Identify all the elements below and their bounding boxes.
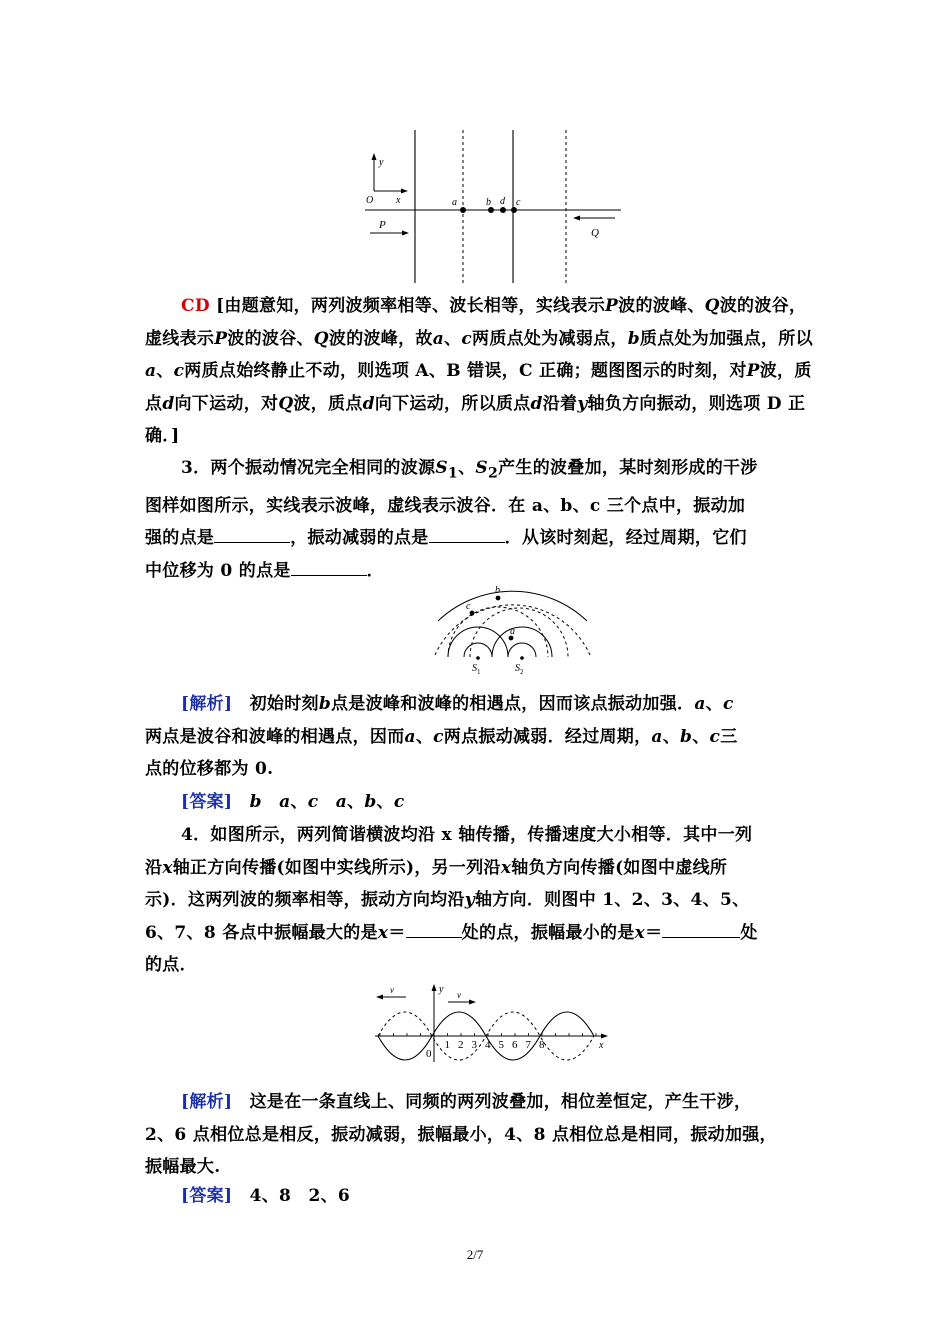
q3a-var-c: c	[722, 694, 734, 714]
q3a-var-b: b	[318, 694, 331, 714]
interference-figure	[430, 583, 595, 678]
answer-blank[interactable]	[291, 555, 367, 576]
s-letter: S	[472, 663, 477, 674]
ans-c: c	[307, 792, 319, 812]
point-d	[500, 207, 506, 213]
s-letter: S	[515, 663, 520, 674]
q3-question	[145, 452, 813, 587]
q3a-text: 点是波峰和波峰的相遇点，因而该点振动加强．	[331, 694, 695, 714]
q4-text: 6、7、8 各点中振幅最大的是	[145, 922, 378, 943]
q2-var-d: d	[530, 393, 543, 414]
q2-text: 波的波谷、	[227, 328, 314, 349]
q2-var-q: Q	[313, 328, 329, 349]
q3-text: ．从该时刻起，经过周期，它们	[504, 528, 747, 549]
answer-blank[interactable]	[429, 522, 505, 543]
q3-text: 中位移为 0 的点是	[145, 560, 291, 581]
q4-var-x: x	[634, 922, 646, 943]
q4-text: 4．如图所示，两列简谐横波均沿 x 轴传播，传播速度大小相等．其中一列	[181, 825, 753, 845]
q4-var-x: x	[377, 922, 389, 943]
q4-eq: ＝	[388, 922, 406, 943]
q4a-text: 振幅最大.	[145, 1157, 221, 1177]
q2-var-b: b	[627, 328, 640, 349]
q4a-text: 这是在一条直线上、同频的两列波叠加，相位差恒定，产生干涉，	[249, 1092, 752, 1112]
q4-text: 轴负方向传播(如图中虚线所	[511, 857, 728, 878]
q4a-text: 2、6 点相位总是相反，振动减弱，振幅最小，4、8 点相位总是相同，振动加强，	[145, 1124, 777, 1145]
x-axis-label: x	[599, 1040, 604, 1051]
q3-text: 产生的波叠加，某时刻形成的干涉	[498, 458, 758, 478]
q3a-sep: 、	[662, 726, 681, 747]
analysis-tag: [解析]	[181, 1092, 233, 1112]
q4-text: 沿	[145, 857, 163, 878]
q3a-text: 初始时刻	[249, 694, 319, 714]
x-tick-label: 7	[525, 1039, 531, 1051]
s-sub: 1	[477, 668, 481, 676]
q3a-text: 点的位移都为 0.	[145, 759, 274, 779]
velocity-label-left: v	[390, 985, 394, 995]
x-tick-label: 4	[485, 1039, 491, 1051]
q2-var-q: Q	[278, 393, 294, 414]
answer-choice: CD	[181, 296, 210, 316]
x-axis-label: x	[396, 195, 401, 206]
origin-label: 0	[426, 1048, 432, 1060]
two-wave-figure	[370, 980, 615, 1065]
s-sub: 2	[520, 668, 524, 676]
x-tick-label: 6	[512, 1039, 518, 1051]
origin-label: O	[366, 195, 374, 206]
q2-text: 波，质点	[145, 361, 812, 414]
answer-tag: [答案]	[181, 1186, 233, 1206]
source-s2	[520, 656, 524, 660]
q2-sep: 、	[444, 328, 462, 349]
x-tick-label: 8	[539, 1039, 545, 1051]
ans-sep: 、	[290, 792, 308, 812]
point-label-b: b	[486, 197, 491, 208]
ans-a: a	[335, 792, 348, 812]
q3-var-s: S	[475, 458, 488, 478]
q3a-sep: 、	[415, 726, 434, 747]
q4-answer-text: 4、8 2、6	[249, 1186, 351, 1206]
q3-sep: 、	[458, 458, 476, 478]
q3-text: ，振动减弱的点是	[290, 528, 429, 549]
q3-text: 强的点是	[145, 528, 215, 549]
q2-text: 两质点始终静止不动，则选项 A、B 错误，C 正确；	[184, 361, 591, 381]
q3a-var-c: c	[433, 726, 444, 747]
y-axis-label: y	[379, 157, 384, 168]
velocity-label-right: v	[457, 990, 461, 1000]
q3a-sep: 、	[692, 726, 710, 747]
q2-var-a: a	[432, 328, 445, 349]
q4-text: 的点．	[145, 955, 197, 975]
ans-b: b	[364, 792, 377, 812]
q3-text: ．	[366, 560, 384, 581]
q3a-var-a: a	[651, 726, 663, 747]
q3a-var-a: a	[694, 694, 706, 714]
q4-text: 轴方向．则图中 1、2、3、4、5、	[474, 890, 750, 910]
q4-eq: ＝	[645, 922, 663, 943]
q3-answer	[145, 786, 813, 819]
q2-text: 质点处为加强点，所以	[639, 328, 813, 349]
q3a-text: 两点振动减弱．经过周期，	[443, 726, 652, 747]
q3a-text: 三	[720, 726, 738, 747]
y-axis-label: y	[439, 984, 444, 995]
wave-q-label: Q	[591, 227, 599, 239]
q3-var-s: S	[435, 458, 448, 478]
q3a-var-b: b	[680, 726, 693, 747]
q2-var-y: y	[577, 393, 588, 414]
analysis-tag: [解析]	[181, 694, 233, 714]
point-b	[496, 596, 501, 601]
q2-var-d: d	[162, 393, 175, 414]
q4-analysis	[145, 1086, 813, 1184]
q3a-var-c: c	[709, 726, 721, 747]
ans-sep: 、	[376, 792, 394, 812]
wave-pq-figure	[355, 125, 625, 285]
label-s1	[472, 663, 481, 676]
ans-c: c	[393, 792, 405, 812]
q2-var-p: P	[605, 296, 619, 316]
x-tick-label: 3	[471, 1039, 477, 1051]
q2-text: 两质点处为减弱点，	[472, 328, 628, 349]
wave-p-label: P	[379, 219, 386, 231]
q3a-var-a: a	[404, 726, 416, 747]
ans-b: b	[249, 792, 262, 812]
x-tick-label: 5	[498, 1039, 504, 1051]
q4-text: 示)．这两列波的频率相等，振动方向均沿	[145, 890, 465, 910]
ans-sep: 、	[347, 792, 365, 812]
q3-sub: 2	[487, 465, 499, 482]
q2-text: 波，质点	[293, 393, 363, 414]
label-b: b	[495, 585, 500, 596]
q2-var-d: d	[362, 393, 375, 414]
q2-text: 波的波谷，虚线表示	[145, 296, 807, 349]
q4-var-x: x	[500, 857, 512, 878]
label-c: c	[466, 601, 471, 612]
q2-var-c: c	[173, 361, 185, 381]
q2-text: 波的波峰，故	[328, 328, 433, 349]
point-label-a: a	[452, 197, 457, 208]
ans-a: a	[279, 792, 291, 812]
answer-blank[interactable]	[406, 917, 462, 938]
q3a-sep: 、	[705, 694, 723, 714]
q2-var-p: P	[214, 328, 228, 349]
page-number: 2/7	[466, 1247, 484, 1262]
q2-text: 沿着	[542, 393, 578, 414]
x-tick-label: 2	[458, 1039, 464, 1051]
q2-text: [由题意知，两列波频率相等、波长相等，实线表示	[216, 296, 606, 316]
q3a-text: 两点是波谷和波峰的相遇点，因而	[145, 726, 405, 747]
q4-var-x: x	[162, 857, 173, 878]
q2-var-a: a	[145, 361, 157, 381]
q2-var-q: Q	[704, 296, 720, 316]
q3-text: 3．两个振动情况完全相同的波源	[181, 458, 436, 478]
q4-question	[145, 819, 813, 982]
answer-blank[interactable]	[214, 522, 290, 543]
q2-var-p: P	[746, 361, 760, 381]
answer-blank[interactable]	[662, 917, 740, 938]
q2-text: 向下运动，对	[174, 393, 279, 414]
q4-text: 处的点，振幅最小的是	[461, 922, 635, 943]
q3-analysis	[145, 688, 813, 786]
q2-text: 向下运动，所以	[374, 393, 496, 414]
q2-sep: 、	[156, 361, 174, 381]
point-label-d: d	[500, 196, 505, 207]
q4-text: 轴正方向传播(如图中实线所示)，另一列沿	[172, 857, 501, 878]
q2-text: 波的波峰、	[618, 296, 705, 316]
source-s1	[476, 656, 480, 660]
q4-answer	[145, 1180, 813, 1213]
point-a	[460, 207, 466, 213]
answer-tag: [答案]	[181, 792, 233, 812]
label-s2	[515, 663, 524, 676]
label-a: a	[510, 626, 515, 637]
q2-text: 质点	[495, 393, 531, 414]
q2-var-c: c	[461, 328, 473, 349]
q2-text: 轴负方向振动，则选项 D 正确．]	[145, 393, 806, 446]
q4-text: 处	[740, 922, 758, 943]
q4-var-y: y	[464, 890, 475, 910]
q2-answer-paragraph	[145, 290, 813, 453]
q2-text: 题图图示的时刻，对	[590, 361, 747, 381]
q3-sub: 1	[447, 465, 459, 482]
x-tick-label: 1	[444, 1039, 450, 1051]
q3-text: 图样如图所示，实线表示波峰，虚线表示波谷．在 a、b、c 三个点中，振动加	[145, 495, 746, 516]
point-label-c: c	[516, 197, 521, 208]
